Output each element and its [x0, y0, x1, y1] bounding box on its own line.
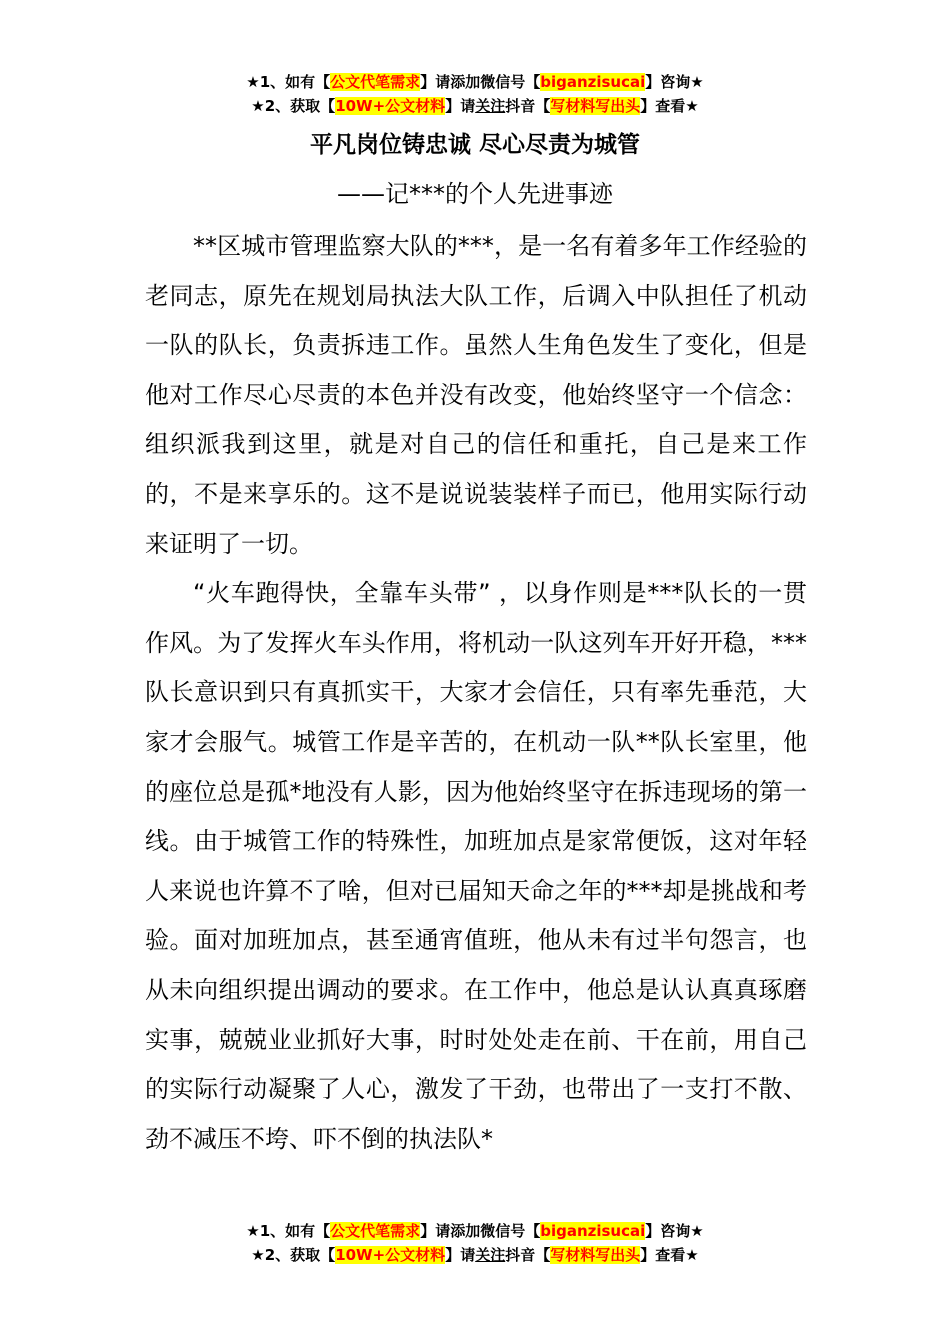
highlight-wechat-id: biganzisucai: [540, 73, 646, 91]
underlined-follow: 关注: [475, 97, 506, 115]
highlight-douyin-account: 写材料写出头: [550, 97, 641, 115]
underlined-follow: 关注: [475, 1246, 506, 1264]
notice-line-2: ★2、获取【10W+公文材料】请关注抖音【写材料写出头】查看★: [251, 97, 699, 115]
notice-line-1: ★1、如有【公文代笔需求】请添加微信号【biganzisucai】咨询★: [246, 1222, 704, 1240]
top-notice: [0, 70, 950, 118]
document-title: 平凡岗位铸忠诚 尽心尽责为城管: [309, 132, 640, 158]
highlight-writing-service: 公文代笔需求: [330, 1222, 421, 1240]
highlight-wechat-id: biganzisucai: [540, 1222, 646, 1240]
body-paragraph: “火车跑得快，全靠车头带” ，以身作则是***队长的一贯作风。为了发挥火车头作用，将机动一队这列车开好开稳，***队长意识到只有真抓实干，大家才会信任，只有率先垂范，大家才会服气。城管工作是辛苦的，在机动一队**队长室里，他的座位总是孤*地没有人影，因为他始终坚守在拆违现场的第一线。由于城管工作的特殊性，加班加点是家常便饭，这对年轻人来说也许算不了啥，但对已届知天命之年的***却是挑战和考验。面对加班加点，甚至通宵值班，他从未有过半句怨言，也从未向组织提出调动的要求。在工作中，他总是认认真真琢磨实事，兢兢业业抓好大事，时时处处走在前、干在前，用自己的实际行动凝聚了人心，激发了干劲，也带出了一支打不散、劲不减压不垮、吓不倒的执法队*: [145, 579, 807, 1153]
highlight-materials: 10W+公文材料: [335, 97, 446, 115]
document-subtitle: ——记***的个人先进事迹: [337, 180, 613, 208]
notice-line-2: ★2、获取【10W+公文材料】请关注抖音【写材料写出头】查看★: [251, 1246, 699, 1264]
body-paragraph: **区城市管理监察大队的***，是一名有着多年工作经验的老同志，原先在规划局执法大队工作，后调入中队担任了机动一队的队长，负责拆违工作。虽然人生角色发生了变化，但是他对工作尽心尽责的本色并没有改变，他始终坚守一个信念：组织派我到这里，就是对自己的信任和重托，自己是来工作的，不是来享乐的。这不是说说装装样子而已，他用实际行动来证明了一切。: [145, 232, 807, 558]
bottom-notice: [0, 1219, 950, 1267]
notice-line-1: ★1、如有【公文代笔需求】请添加微信号【biganzisucai】咨询★: [246, 73, 704, 91]
highlight-writing-service: 公文代笔需求: [330, 73, 421, 91]
highlight-materials: 10W+公文材料: [335, 1246, 446, 1264]
highlight-douyin-account: 写材料写出头: [550, 1246, 641, 1264]
document-body: [145, 222, 807, 1164]
